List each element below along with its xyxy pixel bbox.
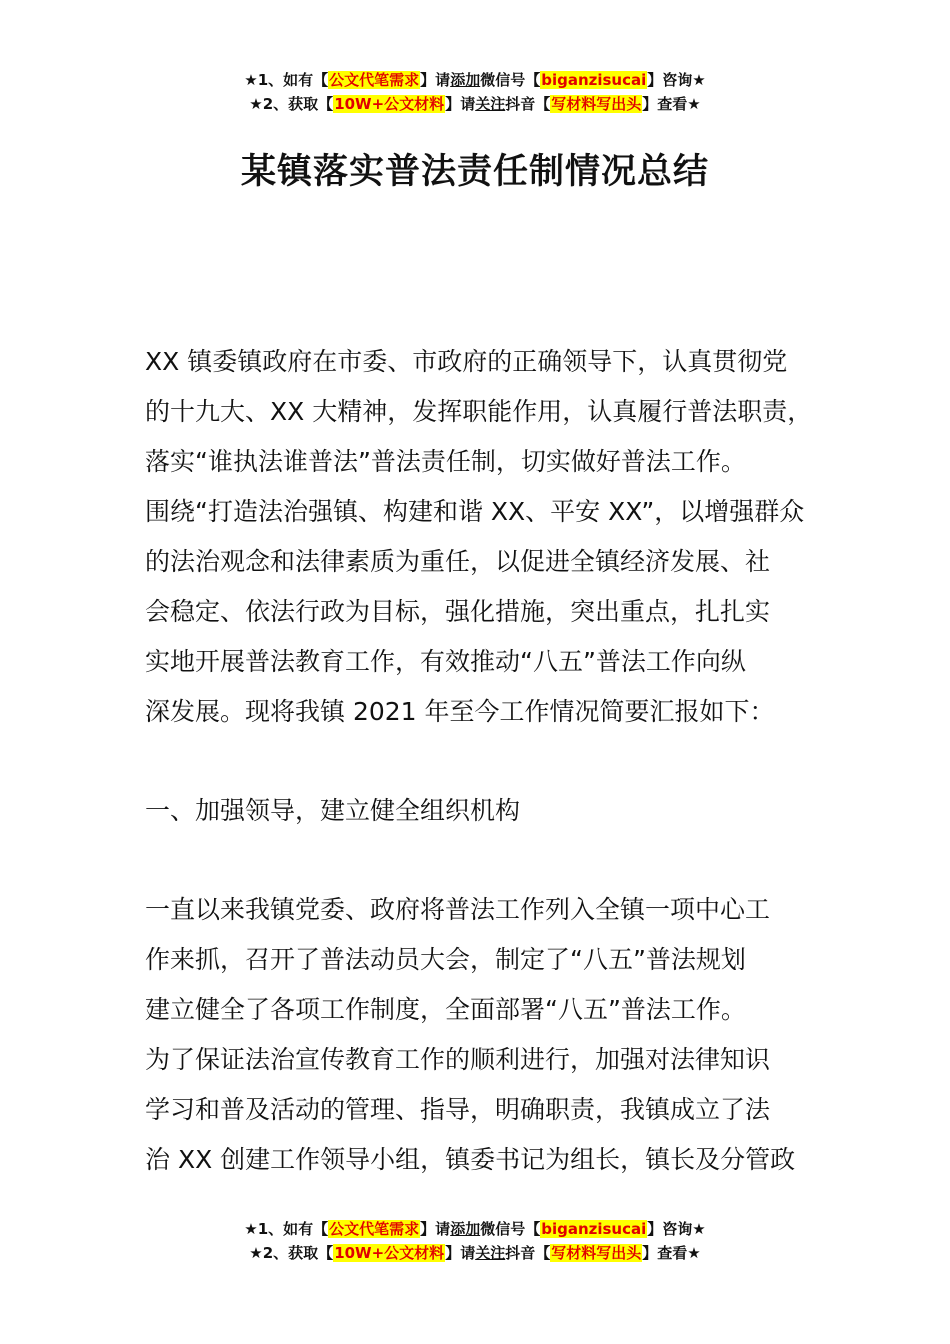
underlined-word: 关注 [475,95,506,113]
header-banner [0,68,950,116]
banner-line-1 [0,1217,950,1241]
text-line: 学习和普及活动的管理、指导，明确职责，我镇成立了法 [145,1095,771,1124]
text-line: 的十九大、XX 大精神，发挥职能作用，认真履行普法职责， [145,397,813,426]
highlight-materials: 10W+公文材料 [334,1244,445,1262]
text-line: 落实“谁执法谁普法”普法责任制，切实做好普法工作。 [145,447,746,476]
text-line: 的法治观念和法律素质为重任，以促进全镇经济发展、社 [145,547,771,576]
banner-text: 微信号【 [480,71,541,89]
text-line: 会稳定、依法行政为目标，强化措施，突出重点，扎扎实 [145,597,771,626]
banner-line-2 [0,1241,950,1265]
banner-text: 】查看★ [642,1244,701,1262]
banner-text: ★1、如有【 [244,1220,329,1238]
banner-text: 】请 [445,1244,476,1262]
banner-text: 抖音【 [505,1244,551,1262]
banner-text: 微信号【 [480,1220,541,1238]
document-title: 某镇落实普法责任制情况总结 [240,152,709,192]
highlight-douyin-account: 写材料写出头 [551,95,642,113]
underlined-word: 添加 [450,71,481,89]
text-line: 为了保证法治宣传教育工作的顺利进行，加强对法律知识 [145,1045,771,1074]
banner-text: ★1、如有【 [244,71,329,89]
highlight-douyin-account: 写材料写出头 [551,1244,642,1262]
text-line: XX 镇委镇政府在市委、市政府的正确领导下，认真贯彻党 [145,347,788,376]
paragraph-section-1 [145,885,835,1185]
highlight-service: 公文代笔需求 [329,1220,420,1238]
underlined-word: 添加 [450,1220,481,1238]
banner-text: 抖音【 [505,95,551,113]
banner-text: 】咨询★ [647,71,706,89]
highlight-service: 公文代笔需求 [329,71,420,89]
highlight-wechat-id: biganzisucai [541,1220,647,1238]
text-line: 治 XX 创建工作领导小组，镇委书记为组长，镇长及分管政 [145,1145,796,1174]
heading-text: 一、加强领导，建立健全组织机构 [145,796,521,825]
footer-banner [0,1217,950,1265]
text-line: 作来抓，召开了普法动员大会，制定了“八五”普法规划 [145,945,746,974]
paragraph-intro [145,337,835,737]
banner-text: 】咨询★ [647,1220,706,1238]
banner-text: 】请 [420,1220,451,1238]
banner-line-2 [0,92,950,116]
text-line: 实地开展普法教育工作，有效推动“八五”普法工作向纵 [145,647,746,676]
text-line: 建立健全了各项工作制度，全面部署“八五”普法工作。 [145,995,746,1024]
banner-text: 】查看★ [642,95,701,113]
text-line: 一直以来我镇党委、政府将普法工作列入全镇一项中心工 [145,895,771,924]
banner-line-1 [0,68,950,92]
text-line: 围绕“打造法治强镇、构建和谐 XX、平安 XX”，以增强群众 [145,497,805,526]
banner-text: ★2、获取【 [249,1244,334,1262]
underlined-word: 关注 [475,1244,506,1262]
text-line: 深发展。现将我镇 2021 年至今工作情况简要汇报如下： [145,697,775,726]
highlight-materials: 10W+公文材料 [334,95,445,113]
banner-text: 】请 [445,95,476,113]
banner-text: ★2、获取【 [249,95,334,113]
highlight-wechat-id: biganzisucai [541,71,647,89]
section-heading [145,786,835,836]
banner-text: 】请 [420,71,451,89]
